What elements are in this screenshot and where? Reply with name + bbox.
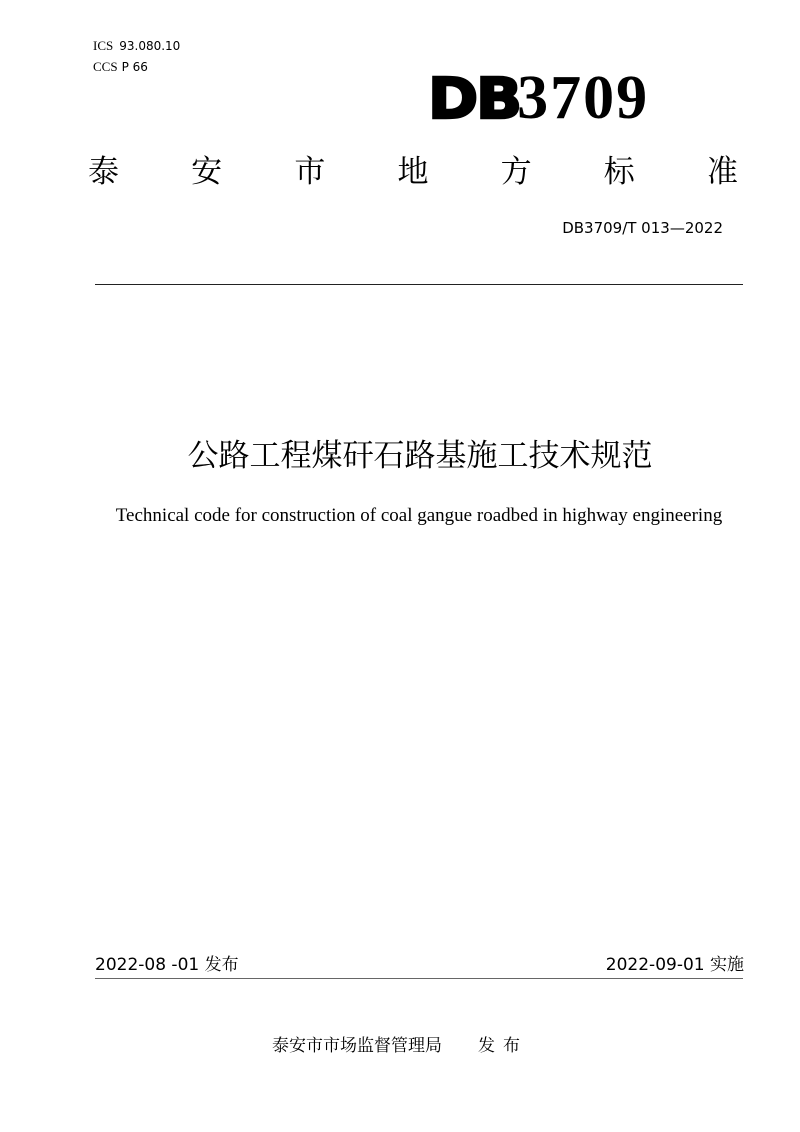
ics-value: 93.080.10: [119, 39, 181, 53]
standard-type-char: 标: [603, 154, 635, 190]
standard-type-char: 市: [294, 154, 326, 190]
ics-classification: [93, 39, 180, 53]
db-logo: [428, 66, 649, 130]
logo-prefix: DB: [428, 67, 520, 132]
standard-type-char: 安: [191, 154, 223, 190]
document-title-english: Technical code for construction of coal gangue roadbed in highway engineering: [115, 505, 723, 526]
publisher-name: 泰安市市场监督管理局: [272, 1036, 442, 1056]
publisher-action: 发布: [478, 1036, 528, 1056]
standard-number: DB3709/T 013—2022: [562, 219, 723, 237]
issue-date: 2022-08 -01 发布: [95, 955, 239, 975]
standard-type-char: 方: [500, 154, 532, 190]
standard-type-heading: [88, 152, 738, 192]
ccs-classification: [93, 60, 148, 74]
standard-type-char: 地: [397, 154, 429, 190]
ccs-value: P 66: [121, 60, 148, 74]
logo-code: 3709: [517, 64, 650, 132]
standard-type-char: 准: [706, 154, 738, 190]
implementation-date: 2022-09-01 实施: [605, 955, 744, 975]
ics-label: ICS: [93, 38, 114, 53]
document-title-chinese: 公路工程煤矸石路基施工技术规范: [187, 438, 653, 474]
standard-type-char: 泰: [88, 154, 119, 190]
ccs-label: CCS: [93, 59, 118, 74]
header-divider: [95, 284, 743, 285]
footer-divider: [95, 978, 743, 979]
publisher-line: [272, 1034, 528, 1058]
